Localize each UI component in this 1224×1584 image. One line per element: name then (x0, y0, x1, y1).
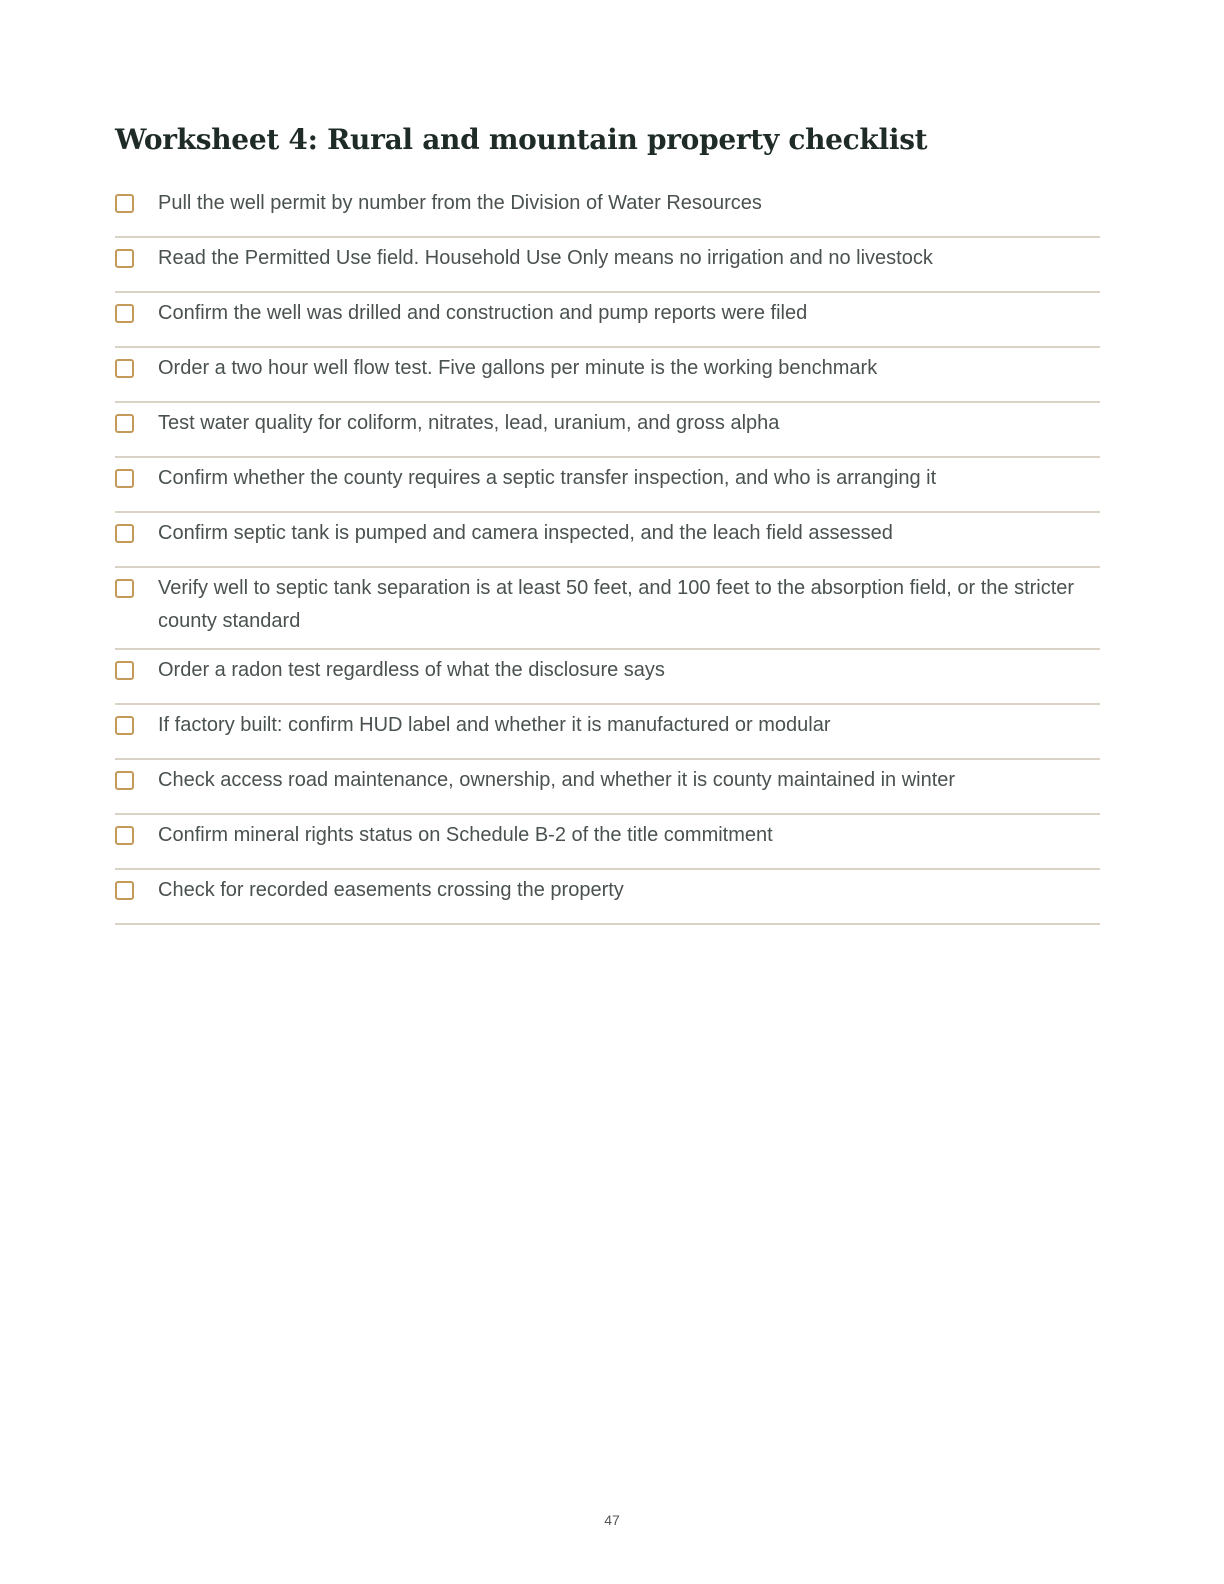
checklist-item (115, 458, 1100, 513)
checklist (115, 183, 1100, 925)
checklist-item-label: Confirm mineral rights status on Schedule B-2 of the title commitment (158, 824, 773, 846)
checklist-item-label: If factory built: confirm HUD label and whether it is manufactured or modular (158, 714, 831, 736)
checkbox[interactable] (115, 771, 134, 790)
checklist-item (115, 183, 1100, 238)
checklist-item-label: Test water quality for coliform, nitrates, lead, uranium, and gross alpha (158, 412, 780, 434)
checklist-item-label: Order a radon test regardless of what the disclosure says (158, 659, 665, 681)
checklist-item-label: Order a two hour well flow test. Five gallons per minute is the working benchmark (158, 357, 878, 379)
checkbox[interactable] (115, 469, 134, 488)
checklist-item (115, 760, 1100, 815)
checklist-item (115, 513, 1100, 568)
checklist-item-label: Verify well to septic tank separation is at least 50 feet, and 100 feet to the absorption field, or the stricter county standard (158, 577, 1075, 632)
checklist-item (115, 568, 1100, 650)
checkbox[interactable] (115, 194, 134, 213)
checkbox[interactable] (115, 414, 134, 433)
checklist-item (115, 293, 1100, 348)
checklist-item-label: Confirm the well was drilled and construction and pump reports were filed (158, 302, 808, 324)
checklist-item (115, 870, 1100, 925)
checklist-item (115, 650, 1100, 705)
checklist-item-label: Confirm whether the county requires a septic transfer inspection, and who is arranging it (158, 467, 937, 489)
checkbox[interactable] (115, 881, 134, 900)
checklist-item-label: Read the Permitted Use field. Household Use Only means no irrigation and no livestock (158, 247, 933, 269)
checklist-item (115, 403, 1100, 458)
checklist-item (115, 705, 1100, 760)
checklist-item-label: Check access road maintenance, ownership, and whether it is county maintained in winter (158, 769, 956, 791)
checklist-item-label: Check for recorded easements crossing the property (158, 879, 624, 901)
checklist-item (115, 348, 1100, 403)
checkbox[interactable] (115, 524, 134, 543)
checkbox[interactable] (115, 359, 134, 378)
checkbox[interactable] (115, 826, 134, 845)
checkbox[interactable] (115, 579, 134, 598)
checklist-item-label: Confirm septic tank is pumped and camera inspected, and the leach field assessed (158, 522, 893, 544)
worksheet-title: Worksheet 4: Rural and mountain property checklist (115, 123, 928, 156)
checklist-item (115, 238, 1100, 293)
checkbox[interactable] (115, 304, 134, 323)
checklist-item (115, 815, 1100, 870)
page-number: 47 (604, 1512, 620, 1528)
checkbox[interactable] (115, 716, 134, 735)
checklist-item-label: Pull the well permit by number from the Division of Water Resources (158, 192, 762, 214)
checkbox[interactable] (115, 661, 134, 680)
checkbox[interactable] (115, 249, 134, 268)
